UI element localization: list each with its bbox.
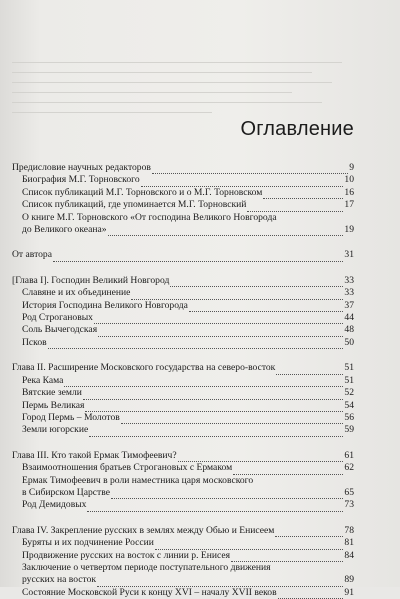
toc-entry-title: Город Пермь – Молотов [22,411,120,423]
toc-entry-title-line: до Великого океана» [22,224,107,236]
dot-leader [85,403,343,412]
toc-entry-title: Река Кама [22,374,64,386]
dot-leader [263,190,343,199]
toc-subentry[interactable] [12,375,354,387]
page-number: 61 [344,449,354,461]
dot-leader [276,366,343,375]
dot-leader [53,253,343,262]
toc-entry-title: Псков [22,336,47,348]
dot-leader [152,165,348,174]
section-gap [12,236,354,249]
toc-entry-title: Глава III. Кто такой Ермак Тимофеевич? [12,449,177,461]
toc-entry-title: Глава II. Расширение Московского государства на северо-восток [12,362,276,374]
toc-entry-title: От автора [12,249,52,261]
toc-entry-title: Род Демидовых [22,499,87,511]
toc-entry-title: Вятские земли [22,387,82,399]
toc-subentry[interactable] [12,312,354,324]
page-number: 44 [344,312,354,324]
toc-entry-title: История Господина Великого Новгорода [22,299,188,311]
toc-entry-title: Состояние Московской Руси к концу XVI – началу XVII веков [22,586,277,598]
toc-entry-title-line: Заключение о четвертом периоде поступательного движения [22,561,271,573]
page-number: 9 [349,162,354,173]
toc-subentry[interactable] [12,587,354,599]
toc-entry-title: Соль Вычегодская [22,324,98,336]
toc-section-heading[interactable] [12,362,354,374]
table-of-contents [12,162,354,599]
toc-entry-title-line: О книге М.Г. Торновского «От господина Великого Новгорода [22,211,277,223]
toc-section-heading[interactable] [12,162,354,174]
toc-entry-title: Род Строгановых [22,312,93,324]
toc-entry-continuation [22,487,354,499]
page-number: 89 [344,574,354,586]
toc-entry-title: Буряты и их подчинение России [22,537,154,549]
dot-leader [87,503,343,512]
toc-entry-continuation [22,224,354,236]
page-number: 65 [344,486,354,498]
toc-section-heading[interactable] [12,525,354,537]
toc-entry-title: Список публикаций М.Г. Торновского и о М.Г. Торновском [22,186,263,198]
toc-subentry[interactable] [12,424,354,436]
page-number: 56 [344,411,354,423]
dot-leader [108,227,344,236]
page-number: 48 [344,324,354,336]
dot-leader [278,590,344,599]
toc-entry-title: [Глава I]. Господин Великий Новгород [12,274,170,286]
toc-entry-multiline[interactable] [12,475,354,500]
toc-entry-multiline[interactable] [12,562,354,587]
page-number: 19 [344,224,354,236]
toc-subentry[interactable] [12,412,354,424]
dot-leader [233,466,343,475]
page-number: 54 [344,399,354,411]
page-number: 16 [344,186,354,198]
dot-leader [231,553,343,562]
dot-leader [97,578,343,587]
toc-entry-title-line: в Сибирском Царстве [22,486,110,498]
page-number: 62 [344,462,354,474]
page-number: 91 [344,586,354,598]
toc-subentry[interactable] [12,537,354,549]
dot-leader [89,428,343,437]
dot-leader [155,541,344,550]
toc-title: Оглавление [240,118,354,140]
toc-entry-title: Глава IV. Закрепление русских в землях между Обью и Енисеем [12,524,275,536]
dot-leader [111,490,343,499]
section-gap [12,349,354,362]
page-number: 33 [344,274,354,286]
section-gap [12,437,354,450]
page-number: 59 [344,424,354,436]
page-number: 81 [344,537,354,549]
section-gap [12,512,354,525]
toc-subentry[interactable] [12,199,354,211]
dot-leader [94,315,343,324]
toc-section-heading[interactable] [12,450,354,462]
toc-entry-title: Предисловие научных редакторов [12,162,151,173]
toc-subentry[interactable] [12,400,354,412]
page-number: 52 [344,387,354,399]
toc-subentry[interactable] [12,499,354,511]
toc-entry-title: Славяне и их объединение [22,287,131,299]
toc-subentry[interactable] [12,387,354,399]
toc-subentry[interactable] [12,174,354,186]
toc-subentry[interactable] [12,550,354,562]
toc-subentry[interactable] [12,324,354,336]
dot-leader [48,340,344,349]
dot-leader [275,528,343,537]
dot-leader [247,203,343,212]
dot-leader [121,415,344,424]
toc-subentry[interactable] [12,187,354,199]
toc-subentry[interactable] [12,287,354,299]
toc-section-heading[interactable] [12,275,354,287]
toc-entry-title-line: Ермак Тимофеевич в роли наместника царя московского [22,474,254,486]
page-number: 37 [344,299,354,311]
page-number: 33 [344,287,354,299]
section-gap [12,262,354,275]
toc-entry-title: Продвижение русских на восток с линии р. Енисея [22,549,231,561]
dot-leader [170,278,343,287]
dot-leader [141,178,344,187]
dot-leader [98,328,343,337]
toc-entry-title: Земли югорские [22,424,89,436]
dot-leader [189,303,344,312]
toc-entry-title-line: русских на восток [22,574,97,586]
page-number: 51 [344,362,354,374]
toc-entry-continuation [22,574,354,586]
dot-leader [83,391,344,400]
dot-leader [131,291,343,300]
toc-subentry[interactable] [12,462,354,474]
toc-subentry[interactable] [12,300,354,312]
page-number: 73 [344,499,354,511]
page-number: 50 [344,336,354,348]
toc-entry-title: Взаимоотношения братьев Строгановых с Ермаком [22,462,233,474]
page-number: 78 [344,524,354,536]
toc-subentry[interactable] [12,337,354,349]
toc-entry-multiline[interactable] [12,212,354,237]
page-number: 17 [344,199,354,211]
toc-entry-title: Список публикаций, где упоминается М.Г. Торновский [22,199,247,211]
page-number: 31 [344,249,354,261]
page-number: 10 [344,174,354,186]
toc-entry-title: Биография М.Г. Торновского [22,174,140,186]
page-number: 51 [344,374,354,386]
toc-entry-title: Пермь Великая [22,399,85,411]
dot-leader [64,378,343,387]
dot-leader [178,453,344,462]
page-number: 84 [344,549,354,561]
toc-section-heading[interactable] [12,249,354,261]
